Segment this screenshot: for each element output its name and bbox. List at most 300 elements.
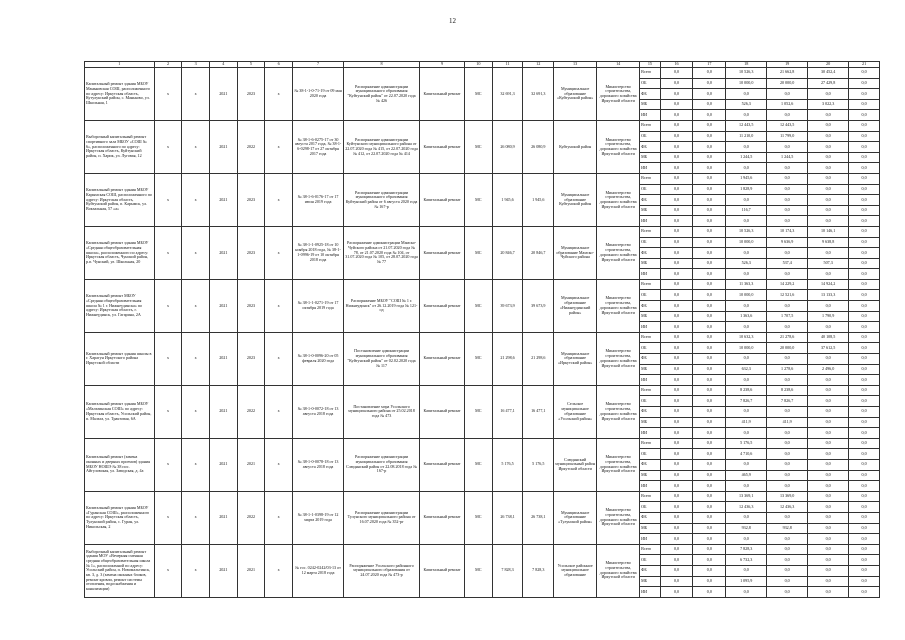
funding-value-cell: 0,0 xyxy=(660,428,693,439)
funding-source-cell: МБ xyxy=(640,470,660,481)
funding-value-cell: 0,0 xyxy=(660,375,693,386)
funding-value-cell: 9 636,9 xyxy=(767,237,808,248)
funding-value-cell: 0,0 xyxy=(849,502,880,513)
funding-value-cell: 0,0 xyxy=(660,481,693,492)
cell-c1: Капитальный ремонт здания школы в г. Харагун Иркутского района Иркутской области xyxy=(85,332,155,385)
funding-value-cell: 0,0 xyxy=(660,502,693,513)
funding-value-cell: 0,0 xyxy=(660,184,693,195)
cell-c9: Капитальный ремонт xyxy=(419,438,464,491)
funding-source-cell: Всего xyxy=(640,385,660,396)
funding-value-cell: 0,0 xyxy=(660,343,693,354)
funding-value-cell: 0,0 xyxy=(660,565,693,576)
funding-value-cell: 7 828,3 xyxy=(726,544,767,555)
cell-c10: МС xyxy=(465,120,493,173)
funding-value-cell: 0,0 xyxy=(726,375,767,386)
cell-c5: 2023 xyxy=(237,279,265,332)
column-number-10: 10 xyxy=(465,62,493,68)
cell-c2: x xyxy=(154,226,182,279)
cell-c2: x xyxy=(154,120,182,173)
cell-c6: x xyxy=(265,173,293,226)
funding-value-cell: 0,0 xyxy=(693,311,726,322)
column-number-8: 8 xyxy=(344,62,420,68)
funding-source-cell: Всего xyxy=(640,438,660,449)
funding-source-cell: МБ xyxy=(640,417,660,428)
funding-value-cell: 0,0 xyxy=(726,428,767,439)
cell-c2: x xyxy=(154,438,182,491)
funding-value-cell: 0,0 xyxy=(767,269,808,280)
funding-value-cell: 1 945,6 xyxy=(726,173,767,184)
funding-value-cell: 10 000,0 xyxy=(726,343,767,354)
cell-c4: 2021 xyxy=(209,120,237,173)
cell-c6: x xyxy=(265,332,293,385)
funding-value-cell: 0,0 xyxy=(849,301,880,312)
funding-value-cell: 0,0 xyxy=(808,354,849,365)
funding-value-cell: 0,0 xyxy=(849,99,880,110)
cell-c4: 2021 xyxy=(209,226,237,279)
funding-value-cell: 0,0 xyxy=(808,534,849,545)
funding-value-cell: 0,0 xyxy=(849,216,880,227)
column-number-3: 3 xyxy=(182,62,210,68)
cell-c9: Капитальный ремонт xyxy=(419,332,464,385)
cell-c9: Капитальный ремонт xyxy=(419,544,464,597)
funding-value-cell: 10 146,1 xyxy=(808,226,849,237)
funding-value-cell: 0,0 xyxy=(660,470,693,481)
cell-c5: 2023 xyxy=(237,173,265,226)
cell-c10: МС xyxy=(465,279,493,332)
funding-value-cell: 0,0 xyxy=(849,417,880,428)
funding-value-cell: 0,0 xyxy=(693,226,726,237)
funding-value-cell: 526,3 xyxy=(726,258,767,269)
table-row xyxy=(85,226,880,237)
funding-value-cell: 0,0 xyxy=(808,491,849,502)
funding-value-cell: 0,0 xyxy=(660,555,693,566)
table-row xyxy=(85,332,880,343)
funding-value-cell: 0,0 xyxy=(849,459,880,470)
funding-value-cell: 11 799,0 xyxy=(767,131,808,142)
table-row xyxy=(85,120,880,131)
cell-c10: МС xyxy=(465,385,493,438)
funding-value-cell: 0,0 xyxy=(767,248,808,259)
funding-value-cell: 0,0 xyxy=(693,301,726,312)
column-number-7: 7 xyxy=(292,62,343,68)
cell-c1: Капитальный ремонт (замена оконных и дверных проемов) здания МБОУ НОШЭ № 38 пос. Айгуловская, ул. Заводская, д. 4а xyxy=(85,438,155,491)
cell-c7: № 38-1-0-0096-20 от 05 февраля 2020 года xyxy=(292,332,343,385)
funding-source-cell: ИИ xyxy=(640,269,660,280)
funding-value-cell: 0,0 xyxy=(849,142,880,153)
funding-value-cell: 0,0 xyxy=(693,110,726,121)
cell-c5: 2021 xyxy=(237,544,265,597)
funding-value-cell: 0,0 xyxy=(660,311,693,322)
funding-source-cell: ОБ xyxy=(640,184,660,195)
cell-c4: 2021 xyxy=(209,279,237,332)
funding-value-cell: 0,0 xyxy=(849,364,880,375)
cell-c3: x xyxy=(182,120,210,173)
cell-c9: Капитальный ремонт xyxy=(419,68,464,121)
funding-value-cell: 0,0 xyxy=(660,523,693,534)
funding-value-cell: 0,0 xyxy=(726,248,767,259)
cell-c10: МС xyxy=(465,438,493,491)
funding-source-cell: ФБ xyxy=(640,459,660,470)
funding-value-cell: 0,0 xyxy=(849,491,880,502)
funding-value-cell: 0,0 xyxy=(726,534,767,545)
funding-value-cell: 0,0 xyxy=(693,512,726,523)
funding-value-cell: 2 496,0 xyxy=(808,364,849,375)
funding-source-cell: Всего xyxy=(640,279,660,290)
column-number-15: 15 xyxy=(640,62,660,68)
funding-value-cell: 0,0 xyxy=(767,163,808,174)
cell-c1: Выборочный капитальный ремонт здания МОУ «Вечерняя сменная средняя общеобразовательная школа № 1», расположенной по адресу: Усольский район, п. Новомальтинск, кв. 3, д. 3 (замена оконных блоков, ремонт кровли, ремонт системы отопления, водоснабжения и канализации) xyxy=(85,544,155,597)
funding-source-cell: ОБ xyxy=(640,290,660,301)
funding-value-cell: 0,0 xyxy=(693,555,726,566)
funding-value-cell: 0,0 xyxy=(808,131,849,142)
cell-c3: x xyxy=(182,544,210,597)
funding-value-cell: 14 229,2 xyxy=(767,279,808,290)
cell-c2: x xyxy=(154,544,182,597)
cell-c12: 32 691,3 xyxy=(523,68,554,121)
cell-c13: Муниципальное образование Куйтунский район xyxy=(554,173,597,226)
funding-value-cell: 0,0 xyxy=(660,110,693,121)
funding-value-cell: 1 790,9 xyxy=(808,311,849,322)
funding-value-cell: 0,0 xyxy=(808,587,849,598)
funding-value-cell: 0,0 xyxy=(849,385,880,396)
cell-c3: x xyxy=(182,385,210,438)
funding-value-cell: 0,0 xyxy=(767,375,808,386)
funding-value-cell: 8 238,6 xyxy=(726,385,767,396)
cell-c4: 2021 xyxy=(209,385,237,438)
cell-c2: x xyxy=(154,491,182,544)
column-number-14: 14 xyxy=(597,62,640,68)
cell-c3: x xyxy=(182,438,210,491)
cell-c11: 20 846,7 xyxy=(492,226,523,279)
funding-value-cell: 0,0 xyxy=(767,354,808,365)
funding-value-cell: 0,0 xyxy=(808,470,849,481)
cell-c1: Капитальный ремонт здания МБОУ Карымская СОШ, расположенного по адресу: Иркутская область, Куйтунский район, п. Карымск, ул. Вокзальная, 57 «а» xyxy=(85,173,155,226)
funding-value-cell: 0,0 xyxy=(726,216,767,227)
funding-value-cell: 0,0 xyxy=(726,89,767,100)
funding-value-cell: 0,0 xyxy=(693,99,726,110)
funding-value-cell: 537,4 xyxy=(767,258,808,269)
funding-value-cell: 0,0 xyxy=(693,438,726,449)
funding-value-cell: 0,0 xyxy=(693,216,726,227)
funding-value-cell: 0,0 xyxy=(693,195,726,206)
funding-source-cell: ФБ xyxy=(640,512,660,523)
funding-value-cell: 0,0 xyxy=(693,89,726,100)
funding-value-cell: 0,0 xyxy=(767,449,808,460)
funding-value-cell: 0,0 xyxy=(726,459,767,470)
funding-value-cell: 0,0 xyxy=(660,332,693,343)
funding-value-cell: 0,0 xyxy=(726,512,767,523)
funding-value-cell: 0,0 xyxy=(808,184,849,195)
funding-value-cell: 12 436,3 xyxy=(726,502,767,513)
funding-value-cell: 0,0 xyxy=(849,78,880,89)
funding-source-cell: ИИ xyxy=(640,322,660,333)
funding-value-cell: 0,0 xyxy=(767,438,808,449)
cell-c11: 1 945,6 xyxy=(492,173,523,226)
funding-value-cell: 0,0 xyxy=(808,301,849,312)
cell-c3: x xyxy=(182,226,210,279)
funding-value-cell: 10 526,3 xyxy=(726,68,767,79)
cell-c4: 2021 xyxy=(209,173,237,226)
table-body xyxy=(85,62,880,598)
funding-value-cell: 0,0 xyxy=(849,354,880,365)
funding-value-cell: 0,0 xyxy=(693,417,726,428)
funding-value-cell: 0,0 xyxy=(693,173,726,184)
funding-value-cell: 0,0 xyxy=(660,131,693,142)
funding-source-cell: ФБ xyxy=(640,354,660,365)
column-number-16: 16 xyxy=(660,62,693,68)
funding-value-cell: 12 443,5 xyxy=(726,120,767,131)
funding-value-cell: 0,0 xyxy=(849,343,880,354)
cell-c12: 1 945,6 xyxy=(523,173,554,226)
funding-source-cell: ИИ xyxy=(640,481,660,492)
funding-value-cell: 0,0 xyxy=(660,195,693,206)
cell-c14: Министерство строительства, дорожного хозяйства Иркутской области xyxy=(597,491,640,544)
funding-value-cell: 1 278,6 xyxy=(767,364,808,375)
cell-c8: Распоряжение Усольского районного муниципального образования от 24.07.2020 года № 473-р xyxy=(344,544,420,597)
funding-value-cell: 0,0 xyxy=(693,184,726,195)
page-number: 12 xyxy=(449,17,456,25)
funding-value-cell: 0,0 xyxy=(726,195,767,206)
investment-table xyxy=(84,61,880,598)
funding-value-cell: 21 278,6 xyxy=(767,332,808,343)
funding-value-cell: 0,0 xyxy=(767,555,808,566)
funding-source-cell: ФБ xyxy=(640,301,660,312)
funding-value-cell: 11 210,0 xyxy=(726,131,767,142)
funding-value-cell: 0,0 xyxy=(808,459,849,470)
cell-c7: № 38-1-1-0271-19 от 17 октября 2019 года xyxy=(292,279,343,332)
funding-value-cell: 0,0 xyxy=(726,301,767,312)
funding-source-cell: МБ xyxy=(640,258,660,269)
cell-c10: МС xyxy=(465,491,493,544)
funding-value-cell: 0,0 xyxy=(660,407,693,418)
table-row xyxy=(85,173,880,184)
funding-value-cell: 0,0 xyxy=(808,555,849,566)
column-number-12: 12 xyxy=(523,62,554,68)
funding-value-cell: 0,0 xyxy=(849,152,880,163)
funding-value-cell: 0,0 xyxy=(808,205,849,216)
funding-value-cell: 0,0 xyxy=(808,449,849,460)
cell-c3: x xyxy=(182,332,210,385)
funding-value-cell: 0,0 xyxy=(767,205,808,216)
cell-c2: x xyxy=(154,385,182,438)
cell-c2: x xyxy=(154,279,182,332)
funding-value-cell: 0,0 xyxy=(693,449,726,460)
funding-value-cell: 0,0 xyxy=(660,237,693,248)
cell-c6: x xyxy=(265,385,293,438)
cell-c12: 26 738,1 xyxy=(523,491,554,544)
funding-value-cell: 0,0 xyxy=(693,385,726,396)
funding-value-cell: 10 000,0 xyxy=(726,78,767,89)
funding-value-cell: 0,0 xyxy=(808,481,849,492)
funding-value-cell: 0,0 xyxy=(808,248,849,259)
funding-value-cell: 411,9 xyxy=(726,417,767,428)
cell-c13: Куйтунский район xyxy=(554,120,597,173)
cell-c12: 7 828,3 xyxy=(523,544,554,597)
funding-source-cell: ИИ xyxy=(640,587,660,598)
funding-value-cell: 526,3 xyxy=(726,99,767,110)
funding-source-cell: МБ xyxy=(640,576,660,587)
funding-value-cell: 0,0 xyxy=(660,68,693,79)
cell-c6: x xyxy=(265,68,293,121)
funding-value-cell: 0,0 xyxy=(660,587,693,598)
table-row xyxy=(85,438,880,449)
funding-value-cell: 0,0 xyxy=(693,544,726,555)
funding-value-cell: 0,0 xyxy=(767,481,808,492)
funding-value-cell: 12 436,3 xyxy=(767,502,808,513)
funding-value-cell: 3 022,3 xyxy=(808,99,849,110)
funding-value-cell: 0,0 xyxy=(849,576,880,587)
cell-c9: Капитальный ремонт xyxy=(419,279,464,332)
cell-c4: 2021 xyxy=(209,491,237,544)
cell-c5: 2022 xyxy=(237,491,265,544)
funding-value-cell: 0,0 xyxy=(808,375,849,386)
cell-c4: 2021 xyxy=(209,438,237,491)
funding-value-cell: 0,0 xyxy=(693,279,726,290)
funding-value-cell: 0,0 xyxy=(693,290,726,301)
funding-value-cell: 0,0 xyxy=(767,565,808,576)
cell-c7: № 38-1-6-0275-17 от 30 августа 2017 года, № 38-1-6-0298-17 от 27 октября 2017 года xyxy=(292,120,343,173)
cell-c5: 2023 xyxy=(237,226,265,279)
funding-value-cell: 0,0 xyxy=(660,173,693,184)
funding-value-cell: 0,0 xyxy=(849,587,880,598)
funding-value-cell: 7 826,7 xyxy=(767,396,808,407)
funding-value-cell: 20 000,0 xyxy=(767,343,808,354)
funding-value-cell: 0,0 xyxy=(767,173,808,184)
cell-c11: 32 691,3 xyxy=(492,68,523,121)
funding-source-cell: МБ xyxy=(640,523,660,534)
funding-value-cell: 0,0 xyxy=(849,332,880,343)
cell-c13: Муниципальное образование «Тулунский район» xyxy=(554,491,597,544)
funding-value-cell: 0,0 xyxy=(808,438,849,449)
cell-c13: Муниципальное образование «Иркутский район» xyxy=(554,332,597,385)
funding-value-cell: 0,0 xyxy=(767,428,808,439)
funding-value-cell: 0,0 xyxy=(693,78,726,89)
funding-value-cell: 0,0 xyxy=(808,417,849,428)
cell-c13: Сельское муниципальное образование «Усольский район» xyxy=(554,385,597,438)
funding-value-cell: 0,0 xyxy=(808,396,849,407)
cell-c13: Усольское районное муниципальное образование xyxy=(554,544,597,597)
funding-value-cell: 0,0 xyxy=(808,142,849,153)
funding-source-cell: ОБ xyxy=(640,78,660,89)
funding-source-cell: Всего xyxy=(640,544,660,555)
funding-value-cell: 0,0 xyxy=(849,258,880,269)
cell-c14: Министерство строительства, дорожного хозяйства Иркутской области xyxy=(597,68,640,121)
funding-value-cell: 0,0 xyxy=(849,512,880,523)
funding-value-cell: 10 526,3 xyxy=(726,226,767,237)
cell-c7: № 38-1-1-0-71-19 от 09 мая 2020 года xyxy=(292,68,343,121)
funding-source-cell: Всего xyxy=(640,332,660,343)
cell-c13: Муниципальное образование «Куйтунский район» xyxy=(554,68,597,121)
funding-value-cell: 0,0 xyxy=(849,110,880,121)
funding-value-cell: 0,0 xyxy=(849,269,880,280)
cell-c10: МС xyxy=(465,544,493,597)
funding-value-cell: 27 429,8 xyxy=(808,78,849,89)
funding-source-cell: ОБ xyxy=(640,555,660,566)
cell-c14: Министерство строительства, дорожного хозяйства Иркутской области xyxy=(597,385,640,438)
cell-c14: Министерство строительства, дорожного хозяйства Иркутской области xyxy=(597,226,640,279)
funding-value-cell: 0,0 xyxy=(808,195,849,206)
funding-value-cell: 6 732,3 xyxy=(726,555,767,566)
funding-source-cell: ИИ xyxy=(640,534,660,545)
funding-value-cell: 0,0 xyxy=(693,407,726,418)
cell-c11: 26 080,9 xyxy=(492,120,523,173)
column-number-2: 2 xyxy=(154,62,182,68)
funding-value-cell: 0,0 xyxy=(767,512,808,523)
column-number-18: 18 xyxy=(726,62,767,68)
cell-c1: Капитальный ремонт МБОУ «Средняя общеобразовательная школа № 1 г. Нижнеудинска» по адресу: Иркутская область, г. Нижнеудинск, ул. Гагарина, 2А xyxy=(85,279,155,332)
funding-value-cell: 0,0 xyxy=(660,78,693,89)
cell-c11: 21 298,6 xyxy=(492,332,523,385)
cell-c9: Капитальный ремонт xyxy=(419,385,464,438)
cell-c12: 16 477,1 xyxy=(523,385,554,438)
funding-value-cell: 0,0 xyxy=(808,152,849,163)
cell-c8: Распоряжение администрации Мамско-Чуйского района от 21.07.2020 года № 78, от 21.07.2020 года № 104, от 31.07.2020 года № 105, от 28.07.2020 года № 77 xyxy=(344,226,420,279)
funding-value-cell: 0,0 xyxy=(693,68,726,79)
funding-value-cell: 0,0 xyxy=(767,470,808,481)
funding-source-cell: ФБ xyxy=(640,407,660,418)
cell-c6: x xyxy=(265,120,293,173)
cell-c6: x xyxy=(265,491,293,544)
funding-value-cell: 0,0 xyxy=(660,142,693,153)
column-number-4: 4 xyxy=(209,62,237,68)
funding-value-cell: 0,0 xyxy=(849,173,880,184)
funding-value-cell: 0,0 xyxy=(693,343,726,354)
funding-value-cell: 0,0 xyxy=(660,120,693,131)
cell-c14: Министерство строительства, дорожного хозяйства Иркутской области xyxy=(597,438,640,491)
funding-value-cell: 0,0 xyxy=(693,237,726,248)
cell-c8: Постановление мэра Усольского муниципального района от 25.02.2018 года № 473 xyxy=(344,385,420,438)
funding-value-cell: 1 052,6 xyxy=(767,99,808,110)
cell-c14: Министерство строительства, дорожного хозяйства Иркутской области xyxy=(597,332,640,385)
funding-value-cell: 0,0 xyxy=(808,544,849,555)
funding-value-cell: 0,0 xyxy=(849,407,880,418)
funding-value-cell: 0,0 xyxy=(767,407,808,418)
funding-value-cell: 0,0 xyxy=(849,565,880,576)
funding-value-cell: 0,0 xyxy=(767,576,808,587)
cell-c5: 2021 xyxy=(237,438,265,491)
cell-c1: Капитальный ремонт здания МБОУ «Мальтинская СОШ» по адресу: Иркутская область, Усольский район, п. Мальта, ул. Трактовая, 6А xyxy=(85,385,155,438)
column-number-9: 9 xyxy=(419,62,464,68)
funding-value-cell: 0,0 xyxy=(693,322,726,333)
funding-value-cell: 1 244,5 xyxy=(726,152,767,163)
funding-value-cell: 0,0 xyxy=(726,407,767,418)
funding-value-cell: 11 363,3 xyxy=(726,279,767,290)
funding-source-cell: Всего xyxy=(640,120,660,131)
funding-value-cell: 0,0 xyxy=(660,322,693,333)
cell-c9: Капитальный ремонт xyxy=(419,491,464,544)
funding-value-cell: 10 174,3 xyxy=(767,226,808,237)
cell-c7: № гос. 0242-0242/03-13 от 12 марта 2018 года xyxy=(292,544,343,597)
funding-value-cell: 0,0 xyxy=(726,142,767,153)
funding-value-cell: 465,9 xyxy=(726,470,767,481)
funding-value-cell: 0,0 xyxy=(808,428,849,439)
cell-c8: Распоряжение администрации муниципального образования Куйтунский район от 6 августа 2020 года № 167-р xyxy=(344,173,420,226)
funding-value-cell: 0,0 xyxy=(726,163,767,174)
cell-c14: Министерство строительства, дорожного хозяйства Иркутской области xyxy=(597,279,640,332)
funding-source-cell: ФБ xyxy=(640,89,660,100)
cell-c1: Капитальный ремонт здания МБОУ «Средняя общеобразовательная школа», расположенного по адресу: Иркутская область, Чунский район, р.п. Чунский, ул. Школьная, 20 xyxy=(85,226,155,279)
funding-value-cell: 0,0 xyxy=(849,163,880,174)
cell-c14: Министерство строительства, дорожного хозяйства Иркутской области xyxy=(597,120,640,173)
funding-value-cell: 0,0 xyxy=(693,565,726,576)
funding-value-cell: 0,0 xyxy=(693,459,726,470)
funding-source-cell: ОБ xyxy=(640,343,660,354)
funding-value-cell: 0,0 xyxy=(808,565,849,576)
funding-value-cell: 0,0 xyxy=(693,396,726,407)
funding-value-cell: 0,0 xyxy=(726,481,767,492)
funding-value-cell: 0,0 xyxy=(767,459,808,470)
funding-value-cell: 1 828,9 xyxy=(726,184,767,195)
